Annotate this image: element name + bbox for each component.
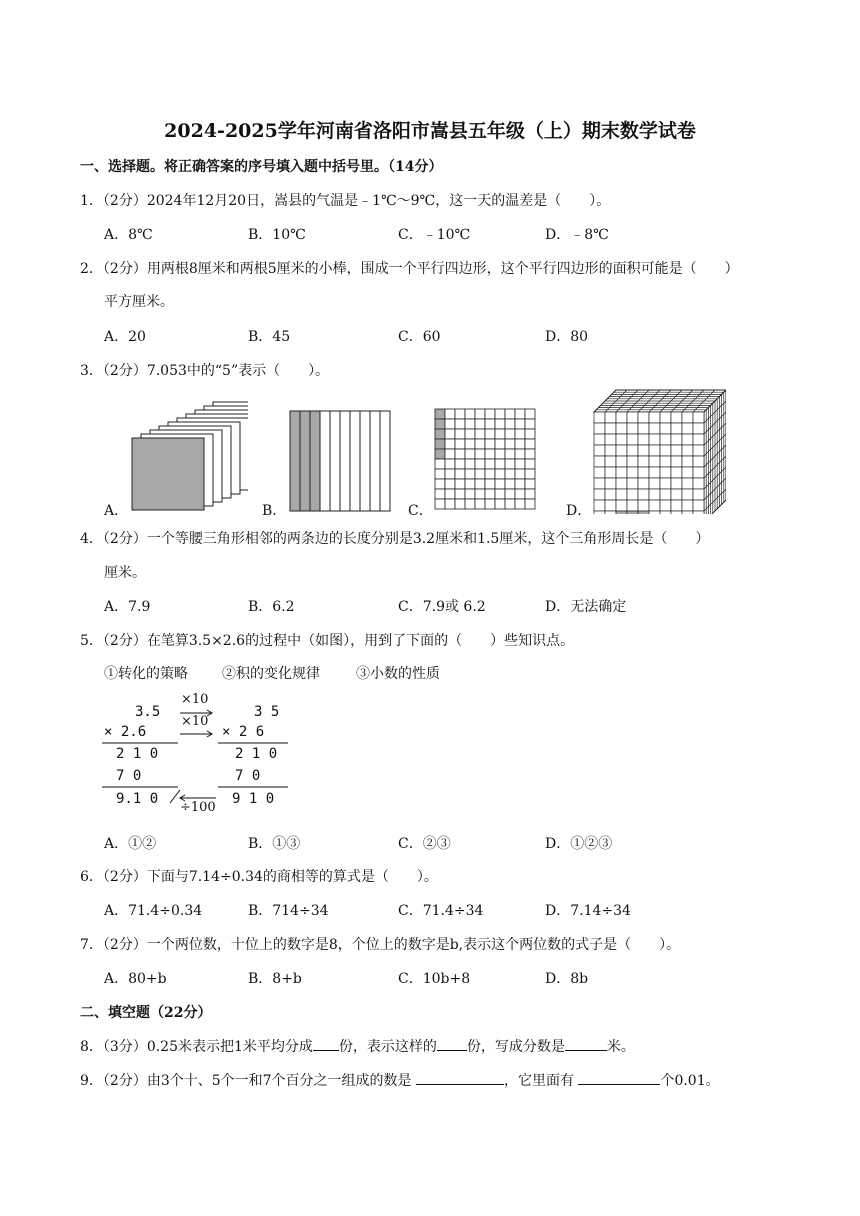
question-2-stem: 2．（2分）用两根8厘米和两根5厘米的小棒，围成一个平行四边形，这个平行四边形的面积可能是（ ）: [80, 261, 739, 277]
q5-option-a[interactable]: A．①②: [104, 836, 157, 852]
question-7-stem: 7．（2分）一个两位数，十位上的数字是8，个位上的数字是b,表示这个两位数的式子是（ ）。: [80, 937, 681, 953]
multiplication-lines: [98, 700, 298, 814]
question-5-stem: 5．（2分）在笔算3.5×2.6的过程中（如图），用到了下面的（ ）些知识点。: [80, 633, 575, 649]
q5-option-d[interactable]: D．①②③: [545, 836, 613, 852]
section-1-heading: 一、选择题。将正确答案的序号填入题中括号里。（14分）: [80, 159, 443, 175]
q6-option-d[interactable]: D．7.14÷34: [545, 903, 631, 919]
q7-option-b[interactable]: B．8+b: [248, 971, 302, 987]
thousandths-cube-image: [592, 382, 726, 514]
q1-option-b[interactable]: B．10℃: [248, 227, 306, 243]
right-partial-1: 2 1 0: [235, 746, 278, 762]
q8-text-2: 份，表示这样的: [338, 1039, 437, 1055]
q5-option-b[interactable]: B．①③: [248, 836, 301, 852]
question-6-stem: 6．（2分）下面与7.14÷0.34的商相等的算式是（ ）。: [80, 869, 438, 885]
q2-option-c[interactable]: C．60: [398, 329, 441, 345]
q4-option-d[interactable]: D．无法确定: [545, 599, 627, 615]
knowledge-point-1: ①转化的策略: [104, 666, 188, 682]
right-partial-2: 7 0: [235, 768, 261, 784]
left-multiplier: × 2.6: [104, 724, 147, 740]
left-product: 9.1 0: [116, 791, 159, 807]
q8-blank-3[interactable]: [565, 1038, 607, 1051]
q8-blank-1[interactable]: [313, 1038, 339, 1051]
q9-text-3: 个0.01。: [660, 1073, 720, 1089]
q3-option-c[interactable]: C．: [408, 503, 433, 519]
page-title: 2024-2025学年河南省洛阳市嵩县五年级（上）期末数学试卷: [164, 120, 696, 142]
question-4-stem: 4．（2分）一个等腰三角形相邻的两条边的长度分别是3.2厘米和1.5厘米，这个三角形周长是（ ）: [80, 531, 710, 547]
knowledge-point-3: ③小数的性质: [356, 666, 440, 682]
q3-option-b[interactable]: B．: [262, 503, 287, 519]
right-product: 9 1 0: [232, 791, 275, 807]
q2-option-d[interactable]: D．80: [545, 329, 589, 345]
left-partial-2: 7 0: [116, 768, 142, 784]
left-partial-1: 2 1 0: [116, 746, 159, 762]
arrow-label-times-10-b: ×10: [181, 714, 209, 729]
question-3-stem: 3．（2分）7.053中的“5”表示（ ）。: [80, 363, 330, 379]
q9-blank-2[interactable]: [578, 1072, 660, 1085]
arrow-label-times-10-a: ×10: [181, 692, 209, 707]
q7-option-d[interactable]: D．8b: [545, 971, 589, 987]
q4-option-c[interactable]: C．7.9或 6.2: [398, 599, 486, 615]
q7-option-c[interactable]: C．10b+8: [398, 971, 471, 987]
q8-text-3: 份，写成分数是: [466, 1039, 565, 1055]
q1-option-c[interactable]: C．﹣10℃: [398, 227, 471, 243]
stack-of-squares-image: [128, 398, 248, 514]
q1-option-d[interactable]: D．﹣8℃: [545, 227, 609, 243]
right-multiplicand: 3 5: [254, 704, 280, 720]
question-8: [80, 1036, 635, 1056]
tenths-grid-image: [289, 409, 391, 513]
q1-option-a[interactable]: A．8℃: [104, 227, 153, 243]
q4-option-a[interactable]: A．7.9: [104, 599, 151, 615]
question-2-stem-continued: 平方厘米。: [104, 294, 174, 310]
q3-option-a[interactable]: A．: [104, 503, 129, 519]
q7-option-a[interactable]: A．80+b: [104, 971, 167, 987]
knowledge-point-2: ②积的变化规律: [222, 666, 320, 682]
section-2-heading: 二、填空题（22分）: [80, 1005, 212, 1021]
left-multiplicand: 3.5: [135, 704, 161, 720]
q4-option-b[interactable]: B．6.2: [248, 599, 295, 615]
q9-blank-1[interactable]: [416, 1072, 504, 1085]
q6-option-b[interactable]: B．714÷34: [248, 903, 329, 919]
arrow-label-divide-100: ÷100: [180, 800, 216, 815]
hundredths-grid-image: [434, 408, 538, 512]
question-9: [80, 1070, 720, 1090]
question-1-stem: 1．（2分）2024年12月20日，嵩县的气温是﹣1℃～9℃，这一天的温差是（ ）。: [80, 193, 611, 209]
q2-option-a[interactable]: A．20: [104, 329, 146, 345]
q9-text-1: 9．（2分）由3个十、5个一和7个百分之一组成的数是: [80, 1073, 412, 1089]
q9-text-2: ，它里面有: [504, 1073, 574, 1089]
q6-option-a[interactable]: A．71.4÷0.34: [104, 903, 203, 919]
q8-text-1: 8．（3分）0.25米表示把1米平均分成: [80, 1039, 313, 1055]
q5-option-c[interactable]: C．②③: [398, 836, 451, 852]
q8-text-4: 米。: [606, 1039, 635, 1055]
q8-blank-2[interactable]: [437, 1038, 467, 1051]
q3-option-d[interactable]: D．: [566, 503, 592, 519]
q2-option-b[interactable]: B．45: [248, 329, 291, 345]
q6-option-c[interactable]: C．71.4÷34: [398, 903, 484, 919]
question-4-stem-continued: 厘米。: [104, 565, 146, 581]
right-multiplier: × 2 6: [222, 724, 265, 740]
